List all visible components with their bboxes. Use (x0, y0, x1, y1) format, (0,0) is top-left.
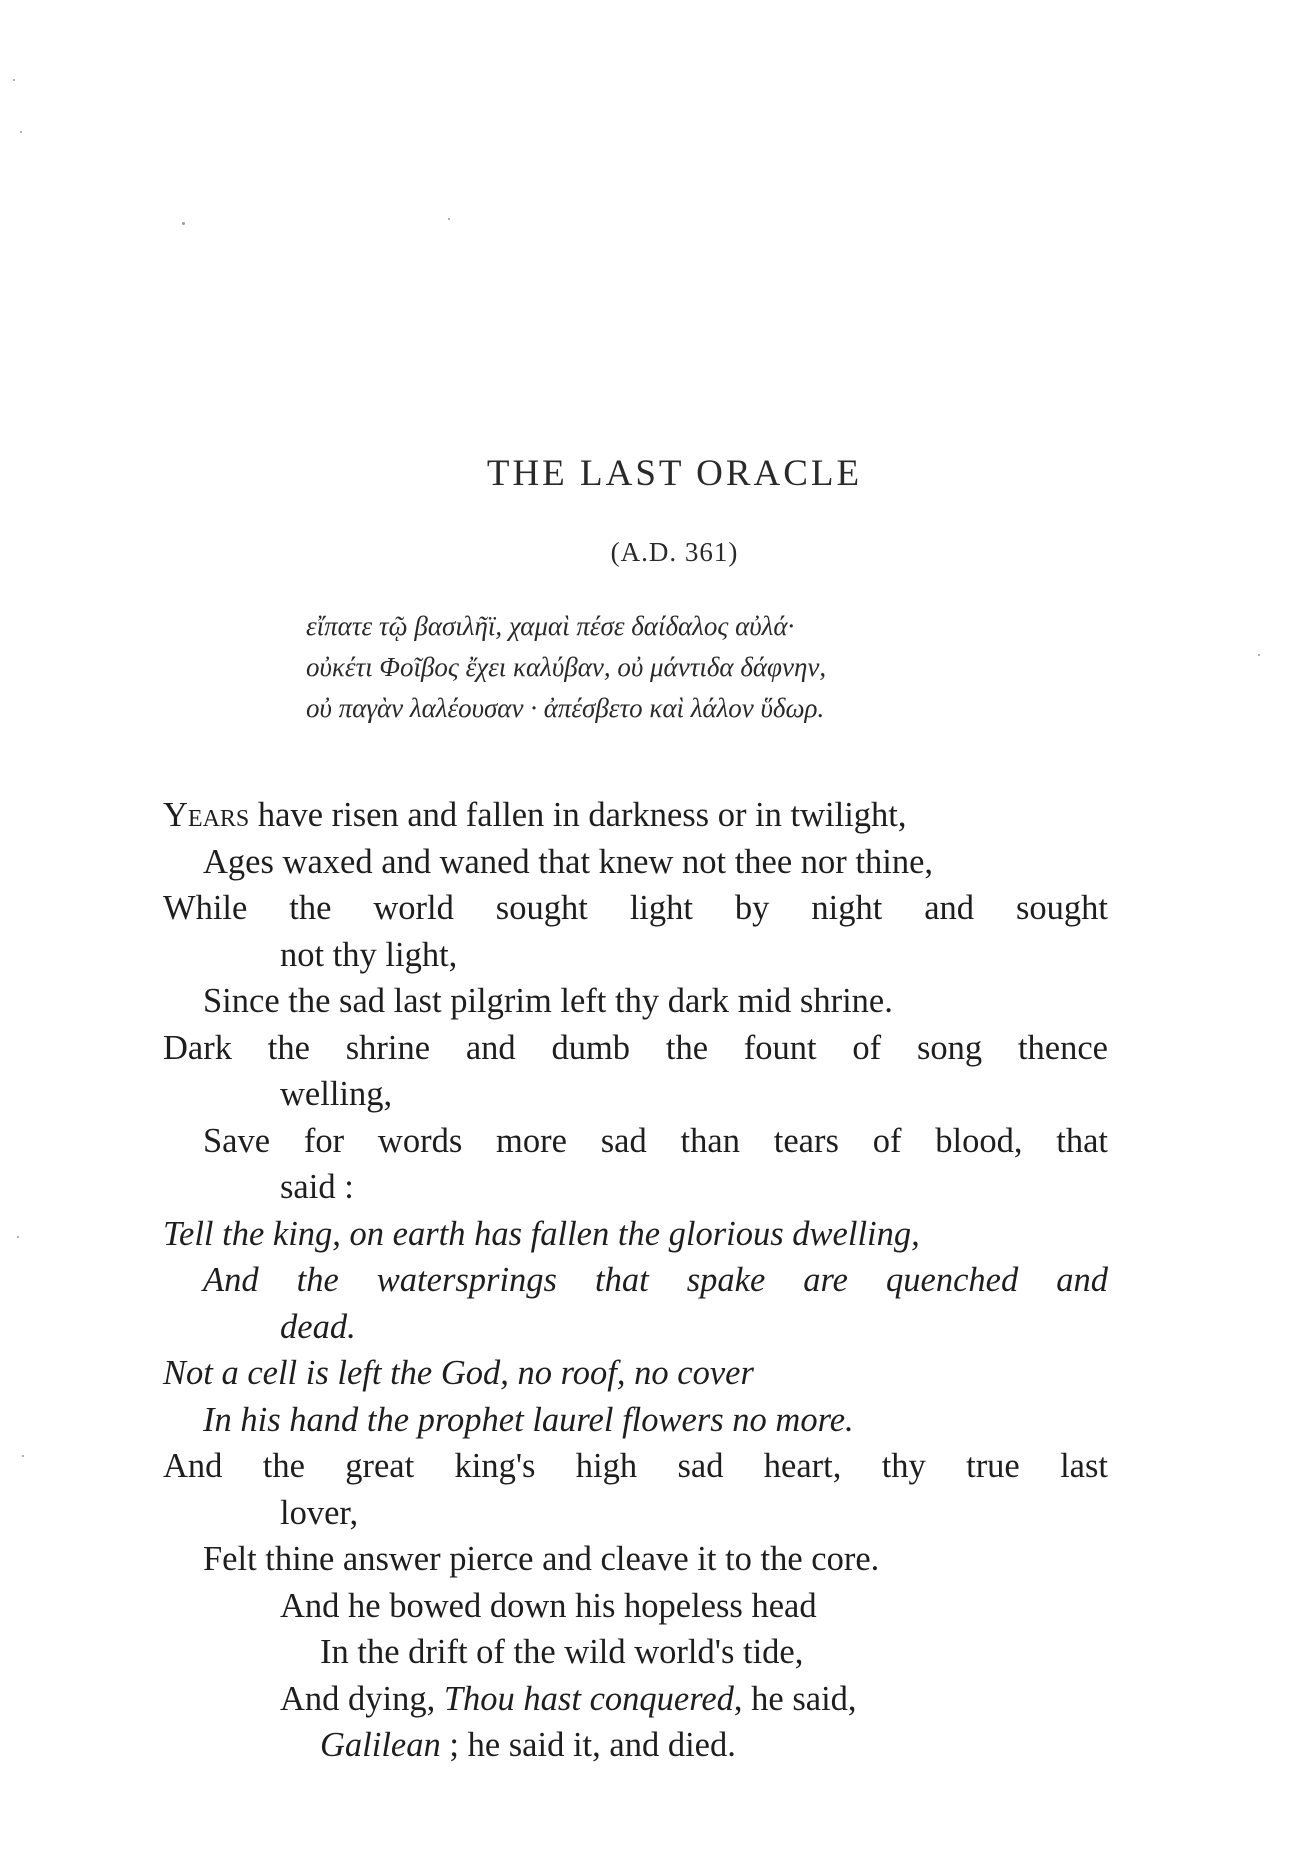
poem-line: While the world sought light by night and sought (163, 889, 1108, 927)
poem-line: And he bowed down his hopeless head (280, 1586, 817, 1625)
poem-line (163, 792, 1108, 839)
greek-epigraph (306, 606, 1106, 729)
poem-line (163, 1722, 1108, 1769)
poem-title: THE LAST ORACLE (486, 453, 863, 494)
poem-line-italic: In his hand the prophet laurel flowers no more. (203, 1400, 854, 1439)
poem-line-italic: Not a cell is left the God, no roof, no cover (163, 1354, 754, 1392)
poem-line-continuation: welling, (280, 1075, 393, 1113)
poem-line: Felt thine answer pierce and cleave it to the core. (203, 1540, 880, 1578)
epigraph-line: εἴπατε τῷ βασιλῆϊ, χαμαὶ πέσε δαίδαλος αὐλά· (306, 611, 795, 641)
poem-line: Save for words more sad than tears of blood, that (203, 1121, 1108, 1160)
poem-first-word: Years (163, 796, 250, 834)
poem-line: Since the sad last pilgrim left thy dark mid shrine. (203, 982, 893, 1020)
poem-line-text: ; he said it, and died. (440, 1726, 736, 1764)
poem-line-italic: Tell the king, on earth has fallen the glorious dwelling, (163, 1214, 920, 1253)
epigraph-line: οὐ παγὰν λαλέουσαν · ἀπέσβετο καὶ λάλον ὕδωρ. (306, 693, 825, 723)
poem-line: And the great king's high sad heart, thy true last (163, 1447, 1108, 1485)
poem-line (163, 1676, 1108, 1723)
poem-line-text: have risen and fallen in darkness or in twilight, (249, 796, 907, 834)
poem-line-continuation: not thy light, (280, 935, 458, 974)
poem-line-italic: Thou hast conquered (443, 1679, 734, 1718)
poem-line-italic: And the watersprings that spake are quenched and (203, 1261, 1108, 1299)
poem-body (163, 792, 1108, 1769)
poem-line: Dark the shrine and dumb the fount of song thence (163, 1028, 1108, 1067)
poem-line: In the drift of the wild world's tide, (320, 1633, 804, 1671)
poem-date: (A.D. 361) (610, 537, 739, 567)
epigraph-line: οὐκέτι Φοῖβος ἔχει καλύβαν, οὐ μάντιδα δάφνην, (306, 652, 827, 682)
poem-line-continuation: lover, (280, 1493, 359, 1532)
poem-line-italic: Galilean (320, 1726, 441, 1764)
poem-line-text: And dying, (280, 1679, 444, 1718)
poem-line-continuation: said : (280, 1168, 354, 1206)
poem-line-continuation: dead. (280, 1307, 356, 1346)
poem-line-text: , he said, (733, 1679, 857, 1718)
poem-line: Ages waxed and waned that knew not thee nor thine, (203, 842, 934, 881)
